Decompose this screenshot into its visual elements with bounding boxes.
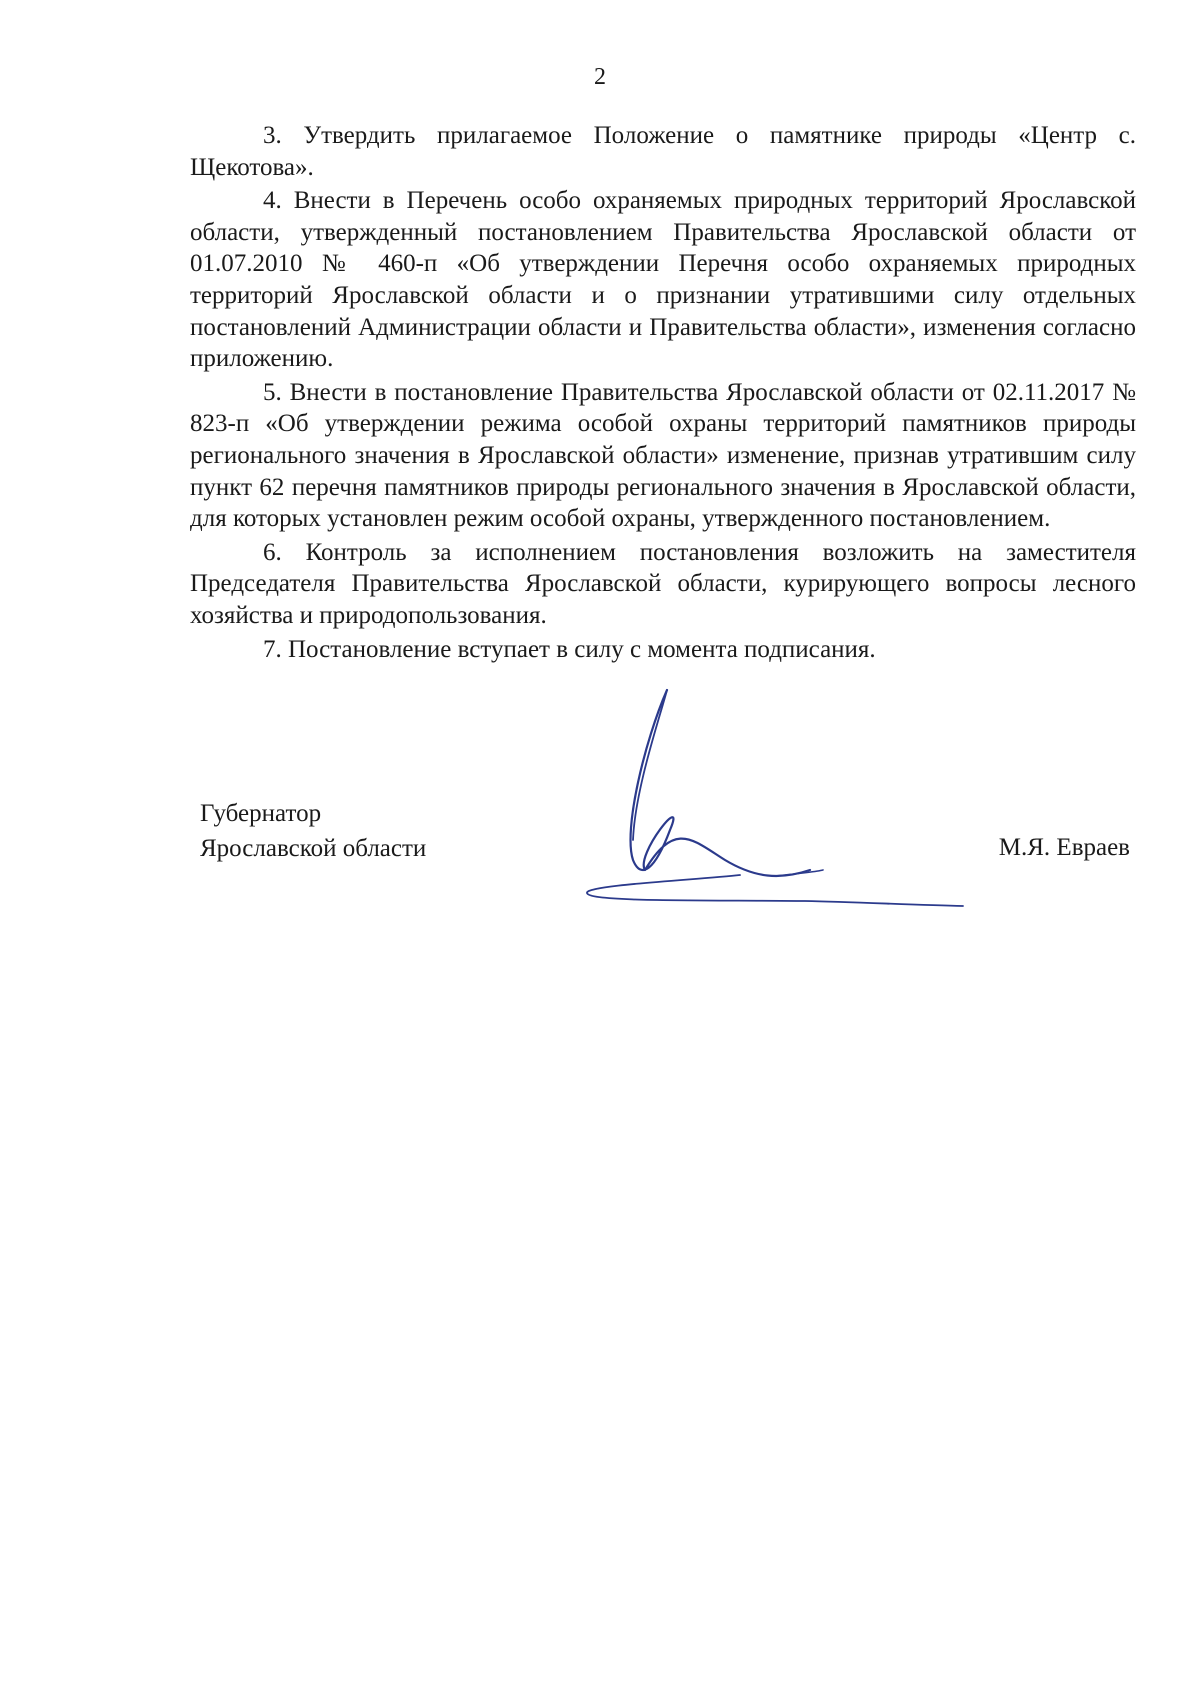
signature-flourish xyxy=(775,870,823,876)
signatory-name: М.Я. Евраев xyxy=(998,834,1130,861)
paragraph-item-3: 3. Утвердить прилагаемое Положение о памятнике природы «Центр с. Щекотова». xyxy=(190,122,1136,181)
signature-stroke-left xyxy=(633,690,667,840)
signatory-position-line2: Ярославской области xyxy=(200,835,427,862)
handwritten-signature-icon xyxy=(575,680,975,920)
paragraph-item-6: 6. Контроль за исполнением постановления возложить на заместителя Председателя Правительства Ярославской области, курирующего вопросы лесного хозяйства и природопользования. xyxy=(190,538,1136,629)
signature-underline xyxy=(587,875,963,906)
page-number: 2 xyxy=(594,64,606,90)
paragraph-item-5: 5. Внести в постановление Правительства Ярославской области от 02.11.2017 № 823-п «Об утверждении режима особой охраны территорий памятников природы регионального значения в Ярославской области» изменение, признав утратившим силу пункт 62 перечня памятников природы регионального значения в Ярославской области, для которых установлен режим особой охраны, утвержденного постановлением. xyxy=(190,378,1136,533)
paragraph-item-4: 4. Внести в Перечень особо охраняемых природных территорий Ярославской области, утвержденный постановлением Правительства Ярославской области от 01.07.2010 № 460-п «Об утверждении Перечня особо охраняемых природных территорий Ярославской области и о признании утратившими силу отдельных постановлений Администрации области и Правительства области», изменения согласно приложению. xyxy=(190,187,1136,373)
signatory-position-line1: Губернатор xyxy=(200,800,322,827)
signature-stroke-main xyxy=(631,690,810,876)
signatory-position xyxy=(200,796,426,866)
document-body xyxy=(190,120,1136,667)
paragraph-item-7: 7. Постановление вступает в силу с момента подписания. xyxy=(263,635,876,663)
